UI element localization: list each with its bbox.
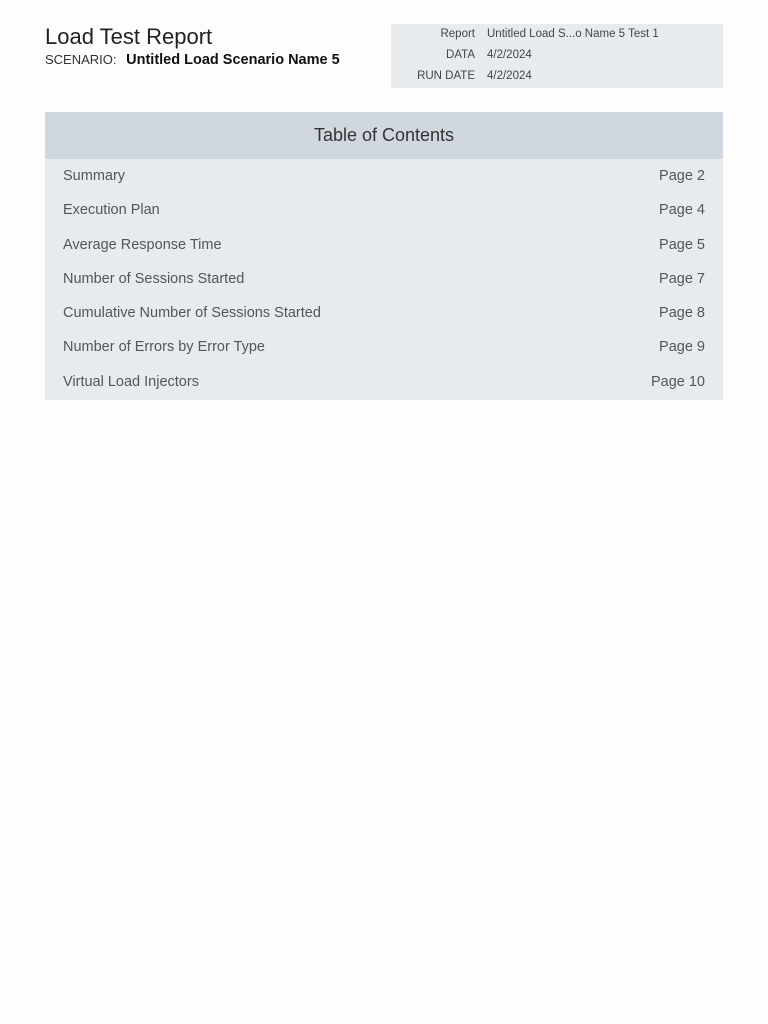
report-title: Load Test Report — [45, 24, 213, 49]
scenario-line — [45, 52, 340, 68]
toc-entry-title: Virtual Load Injectors — [63, 373, 199, 390]
toc-entry-page: Page 9 — [659, 339, 705, 356]
toc-entry-average-response-time[interactable] — [45, 228, 723, 262]
table-of-contents — [45, 112, 723, 400]
toc-entry-cumulative-sessions[interactable] — [45, 296, 723, 330]
scenario-label: SCENARIO: — [45, 52, 117, 67]
toc-entry-title: Number of Errors by Error Type — [63, 339, 265, 356]
toc-entry-page: Page 2 — [659, 168, 705, 184]
meta-value: 4/2/2024 — [487, 70, 532, 82]
meta-value: Untitled Load S...o Name 5 Test 1 — [487, 28, 659, 40]
toc-entry-page: Page 5 — [659, 236, 705, 253]
meta-row-report — [391, 24, 723, 44]
scenario-value: Untitled Load Scenario Name 5 — [126, 52, 340, 68]
toc-entry-virtual-load-injectors[interactable] — [45, 365, 723, 399]
report-header — [45, 24, 723, 88]
report-meta-box — [391, 24, 723, 88]
toc-entry-title: Number of Sessions Started — [63, 270, 245, 287]
toc-entry-title: Summary — [63, 168, 126, 184]
toc-entry-errors-by-type[interactable] — [45, 330, 723, 364]
toc-entry-title: Average Response Time — [63, 236, 222, 253]
toc-entry-summary[interactable] — [45, 159, 723, 193]
toc-entry-page: Page 4 — [659, 202, 705, 219]
meta-row-data — [391, 45, 723, 65]
meta-key: DATA — [446, 49, 475, 61]
toc-entry-page: Page 8 — [659, 305, 705, 322]
title-block — [45, 24, 340, 68]
toc-entry-page: Page 10 — [650, 373, 705, 390]
toc-entry-execution-plan[interactable] — [45, 193, 723, 227]
meta-value: 4/2/2024 — [487, 49, 532, 61]
toc-entry-sessions-started[interactable] — [45, 262, 723, 296]
meta-row-run-date — [391, 66, 723, 86]
meta-key: Report — [440, 28, 475, 40]
toc-heading: Table of Contents — [45, 112, 723, 159]
toc-entry-page: Page 7 — [659, 270, 705, 287]
toc-entry-title: Execution Plan — [63, 202, 160, 219]
toc-entry-title: Cumulative Number of Sessions Started — [63, 305, 321, 322]
meta-key: RUN DATE — [417, 70, 475, 82]
